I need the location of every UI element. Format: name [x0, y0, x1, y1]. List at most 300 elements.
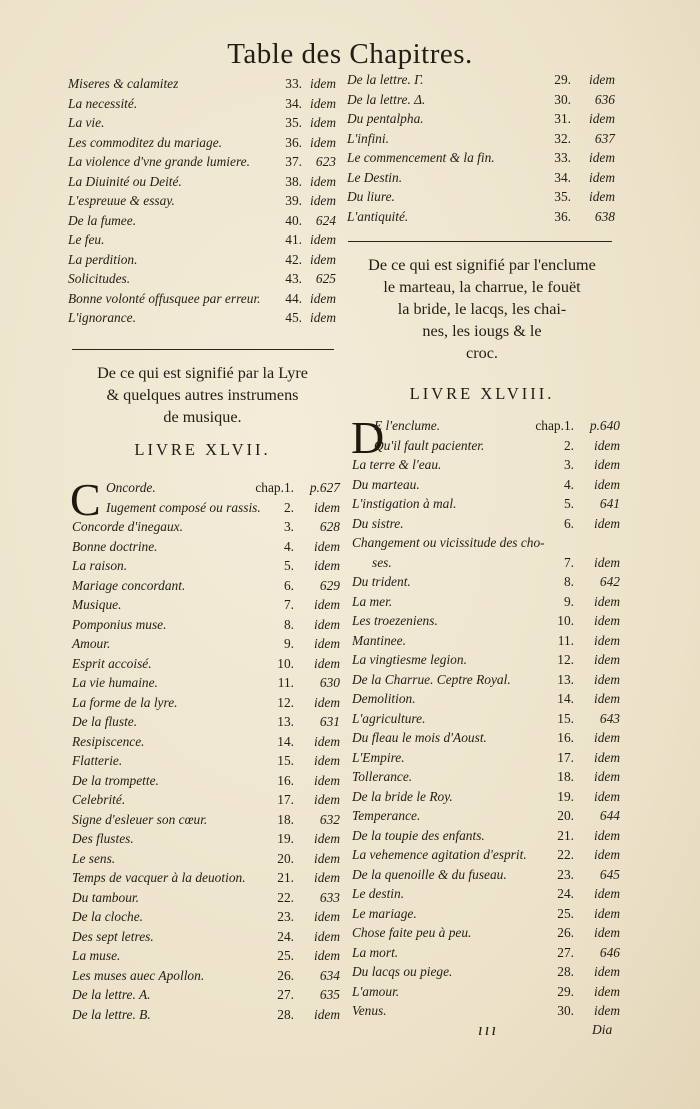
entry-title: De la lettre. Γ. — [347, 72, 424, 87]
chapter-number: 19. — [557, 788, 574, 804]
chapter-number: 35. — [554, 189, 571, 204]
entry-title: Le mariage. — [352, 905, 417, 921]
toc-entry — [352, 767, 620, 787]
toc-entry — [72, 615, 340, 635]
page-reference: 625 — [315, 271, 336, 286]
chapter-number: 8. — [283, 616, 294, 632]
right-livre-label: LIVRE XLVIII. — [409, 384, 555, 403]
right-heading-line: la bride, le lacqs, les chai- — [397, 300, 567, 318]
page-reference: idem — [593, 730, 620, 745]
chapter-number: 20. — [277, 850, 294, 866]
entry-title: Demolition. — [352, 691, 416, 706]
chapter-number: 21. — [557, 827, 574, 843]
page-reference: 633 — [319, 889, 340, 905]
entry-title: L'espreuue & essay. — [68, 193, 175, 208]
entry-title: Chose faite peu à peu. — [352, 925, 472, 940]
chapter-number: 31. — [554, 111, 571, 126]
toc-entry — [352, 709, 620, 729]
toc-entry — [352, 514, 620, 534]
entry-title: L'antiquité. — [347, 208, 409, 224]
page-reference: idem — [593, 847, 620, 862]
toc-entry — [68, 172, 336, 192]
toc-entry — [68, 250, 336, 270]
entry-title: Celebrité. — [72, 792, 126, 807]
page-reference: 628 — [319, 519, 340, 534]
entry-title: La muse. — [72, 948, 121, 963]
toc-entry — [68, 133, 336, 153]
page-reference: idem — [309, 76, 336, 91]
page-reference: idem — [588, 189, 615, 204]
page-reference: idem — [309, 251, 336, 267]
toc-entry — [72, 732, 340, 752]
page-reference: idem — [313, 616, 340, 632]
page-reference: idem — [313, 597, 340, 612]
entry-title: La vehemence agitation d'esprit. — [352, 847, 527, 862]
chapter-number: 19. — [277, 831, 294, 846]
chapter-number: 33. — [285, 76, 302, 91]
page-reference: idem — [588, 72, 615, 87]
toc-entry — [72, 693, 340, 713]
toc-entry — [352, 865, 620, 885]
chapter-number: 32. — [554, 130, 571, 146]
left-heading-line: de musique. — [163, 408, 242, 426]
chapter-number: 26. — [557, 925, 574, 940]
toc-entry — [72, 654, 340, 674]
page-reference: idem — [313, 909, 340, 924]
toc-entry — [352, 1001, 620, 1021]
page-reference: idem — [593, 671, 620, 687]
chapter-number: 33. — [554, 150, 571, 165]
page-reference: idem — [313, 655, 340, 671]
toc-entry — [72, 478, 340, 498]
chapter-number: 17. — [277, 792, 294, 807]
chapter-number: 12. — [277, 694, 294, 710]
page-reference: idem — [593, 593, 620, 609]
entry-title: ses. — [372, 554, 392, 570]
chapter-number: 5. — [563, 496, 574, 511]
toc-entry — [347, 168, 615, 188]
entry-title: Pomponius muse. — [72, 616, 167, 632]
chapter-number: 4. — [563, 476, 574, 492]
chapter-number: 41. — [285, 232, 302, 247]
page-reference: 636 — [594, 91, 615, 107]
chapter-number: 38. — [285, 173, 302, 189]
entry-title: La mer. — [352, 593, 393, 609]
entry-title: La raison. — [72, 558, 128, 573]
page-reference: idem — [313, 948, 340, 963]
entry-title: La vingtiesme legion. — [352, 652, 467, 667]
toc-entry — [72, 946, 340, 966]
page-reference: idem — [313, 831, 340, 846]
page-reference: idem — [593, 691, 620, 706]
page-reference: 644 — [599, 808, 620, 823]
toc-entry — [72, 751, 340, 771]
page-reference: idem — [309, 290, 336, 306]
left-top-list — [68, 74, 336, 328]
chapter-number: 14. — [557, 691, 574, 706]
chapter-number: 14. — [277, 733, 294, 749]
toc-entry — [352, 806, 620, 826]
chapter-number: 37. — [285, 154, 302, 169]
right-top-entries — [347, 70, 615, 226]
entry-title: Du fleau le mois d'Aoust. — [352, 730, 487, 745]
toc-entry — [352, 845, 620, 865]
toc-entry — [68, 191, 336, 211]
chapter-number: 10. — [557, 613, 574, 628]
chapter-number: 18. — [277, 811, 294, 827]
page-reference: 632 — [319, 811, 340, 827]
chapter-number: chap.1. — [535, 418, 574, 433]
toc-entry — [72, 556, 340, 576]
toc-entry — [72, 634, 340, 654]
chapter-number: 34. — [554, 169, 571, 185]
toc-entry — [68, 113, 336, 133]
page-reference: idem — [593, 613, 620, 628]
entry-title: De la lettre. A. — [72, 987, 151, 1002]
toc-entry — [347, 90, 615, 110]
entry-title: Du trident. — [352, 574, 411, 589]
entry-title: Les troezeniens. — [352, 613, 438, 628]
right-heading-line: De ce qui est signifié par l'enclume — [368, 256, 596, 274]
page-reference: 641 — [599, 496, 620, 511]
signature-mark: ııı — [478, 1020, 499, 1039]
entry-title: Les muses auec Apollon. — [72, 967, 205, 983]
entry-title: La terre & l'eau. — [352, 457, 442, 472]
toc-entry — [72, 829, 340, 849]
chapter-number: 30. — [557, 1003, 574, 1018]
chapter-number: 24. — [277, 928, 294, 944]
page-reference: idem — [593, 964, 620, 979]
right-main-list — [351, 412, 620, 1021]
chapter-number: 13. — [557, 671, 574, 687]
page-reference: idem — [313, 558, 340, 573]
toc-entry — [352, 982, 620, 1002]
toc-entry — [347, 70, 615, 90]
entry-title: Miseres & calamitez — [68, 76, 179, 91]
toc-entry — [68, 74, 336, 94]
chapter-number: 2. — [283, 499, 294, 515]
toc-entry — [347, 109, 615, 129]
page-reference: 646 — [599, 944, 620, 960]
page-title: Table des Chapitres. — [227, 38, 473, 70]
entry-title: Du lacqs ou piege. — [352, 964, 453, 979]
page-reference: 637 — [594, 130, 615, 146]
page-reference: idem — [593, 905, 620, 921]
page-reference: idem — [313, 636, 340, 651]
chapter-number: 36. — [554, 208, 571, 224]
page-reference: idem — [313, 499, 340, 515]
chapter-number: 6. — [563, 515, 574, 531]
toc-entry — [72, 517, 340, 537]
entry-title: Temperance. — [352, 808, 421, 823]
entry-title: Esprit accoisé. — [72, 655, 152, 671]
entry-title: L'instigation à mal. — [352, 496, 457, 511]
toc-entry — [352, 553, 620, 573]
toc-entry — [72, 810, 340, 830]
toc-entry — [352, 416, 620, 436]
page-reference: idem — [588, 150, 615, 165]
chapter-number: 23. — [277, 909, 294, 924]
page-reference: idem — [588, 169, 615, 185]
chapter-number: 29. — [554, 72, 571, 87]
toc-entry — [352, 631, 620, 651]
entry-title: De la bride le Roy. — [352, 788, 453, 804]
toc-entry — [352, 748, 620, 768]
left-top-entries — [68, 74, 336, 328]
page-reference: idem — [593, 652, 620, 667]
chapter-number: 15. — [277, 753, 294, 768]
entry-title: Du liure. — [347, 189, 395, 204]
chapter-number: 11. — [557, 632, 574, 648]
toc-entry — [72, 673, 340, 693]
entry-title: La violence d'vne grande lumiere. — [68, 154, 250, 169]
page-reference: idem — [313, 792, 340, 807]
right-heading-line: le marteau, la charrue, le fouët — [383, 278, 581, 296]
toc-entry — [72, 966, 340, 986]
entry-title: L'agriculture. — [352, 710, 426, 726]
toc-entry — [352, 923, 620, 943]
toc-entry — [352, 455, 620, 475]
chapter-number: 6. — [283, 577, 294, 593]
page-reference: 638 — [594, 208, 615, 224]
chapter-number: 28. — [557, 964, 574, 979]
chapter-number: 5. — [283, 558, 294, 573]
page-reference: idem — [309, 193, 336, 208]
entry-title: De la Charrue. Ceptre Royal. — [352, 671, 511, 687]
entry-title: Iugement composé ou rassis. — [106, 499, 261, 515]
toc-entry — [72, 907, 340, 927]
toc-entry — [72, 498, 340, 518]
entry-title: Du pentalpha. — [347, 111, 424, 126]
chapter-number: 25. — [557, 905, 574, 921]
toc-entry — [72, 849, 340, 869]
entry-title: Le Destin. — [347, 169, 403, 185]
chapter-number: 16. — [277, 772, 294, 788]
chapter-number: 12. — [557, 652, 574, 667]
toc-entry — [347, 207, 615, 227]
entry-title: Amour. — [72, 636, 111, 651]
entry-title: De la quenoille & du fuseau. — [352, 866, 507, 882]
chapter-number: 22. — [277, 889, 294, 905]
entry-title: Mariage concordant. — [72, 577, 186, 593]
page-reference: idem — [593, 632, 620, 648]
toc-entry — [68, 269, 336, 289]
toc-entry — [68, 230, 336, 250]
entry-title: La vie. — [68, 115, 105, 130]
page-reference: 623 — [315, 154, 336, 169]
toc-entry — [352, 650, 620, 670]
toc-entry — [72, 868, 340, 888]
page-reference: idem — [309, 310, 336, 325]
chapter-number: 3. — [563, 457, 574, 472]
entry-title: La mort. — [352, 944, 399, 960]
chapter-number: 21. — [277, 870, 294, 885]
entry-title: L'amour. — [352, 983, 400, 999]
chapter-number: 18. — [557, 769, 574, 784]
entry-title: Le commencement & la fin. — [347, 150, 495, 165]
chapter-number: 4. — [283, 538, 294, 554]
chapter-number: 25. — [277, 948, 294, 963]
chapter-number: 2. — [563, 437, 574, 453]
entry-title: E l'enclume. — [374, 418, 441, 433]
page-reference: 630 — [319, 675, 340, 690]
toc-entry — [347, 148, 615, 168]
entry-title: De la toupie des enfants. — [352, 827, 485, 843]
page-reference: idem — [309, 95, 336, 111]
page-reference: idem — [309, 134, 336, 150]
page-reference: idem — [593, 886, 620, 901]
page-reference: idem — [313, 733, 340, 749]
toc-entry — [72, 771, 340, 791]
page-reference: idem — [593, 554, 620, 570]
chapter-number: 20. — [557, 808, 574, 823]
chapter-number: 35. — [285, 115, 302, 130]
chapter-number: 9. — [283, 636, 294, 651]
entry-title: Temps de vacquer à la deuotion. — [72, 870, 246, 885]
chapter-number: 3. — [283, 519, 294, 534]
entry-title: Du sistre. — [352, 515, 404, 531]
page-reference: 629 — [319, 577, 340, 593]
catchword: Dia — [592, 1022, 613, 1037]
page-reference: idem — [313, 694, 340, 710]
page-reference: idem — [309, 232, 336, 247]
page-reference: idem — [593, 1003, 620, 1018]
toc-entry — [352, 689, 620, 709]
page-reference: 642 — [599, 574, 620, 589]
page-reference: idem — [313, 772, 340, 788]
entry-title: Musique. — [72, 597, 122, 612]
right-dropcap: D — [351, 412, 385, 463]
entry-title: Des flustes. — [72, 831, 134, 846]
page-reference: idem — [309, 115, 336, 130]
entry-title: De la fluste. — [72, 714, 138, 729]
entry-title: Des sept letres. — [72, 928, 154, 944]
toc-entry — [352, 728, 620, 748]
page-reference: idem — [593, 749, 620, 765]
entry-title: Oncorde. — [106, 480, 156, 495]
page-reference: idem — [313, 1006, 340, 1022]
toc-entry — [72, 888, 340, 908]
right-heading-line: croc. — [466, 344, 498, 362]
toc-entry — [72, 927, 340, 947]
left-section-heading — [60, 362, 345, 428]
entry-title: De la cloche. — [72, 909, 144, 924]
toc-entry — [352, 962, 620, 982]
chapter-number: 23. — [557, 866, 574, 882]
entry-title: Les commoditez du mariage. — [68, 134, 222, 150]
entry-title: De la lettre. B. — [72, 1006, 151, 1022]
toc-entry — [72, 712, 340, 732]
left-livre-label: LIVRE XLVII. — [134, 440, 271, 459]
toc-entry — [352, 592, 620, 612]
chapter-number: chap.1. — [255, 480, 294, 495]
right-main-entries — [351, 412, 620, 1021]
page-reference: 624 — [315, 212, 336, 228]
left-divider — [72, 349, 334, 350]
chapter-number: 30. — [554, 91, 571, 107]
chapter-number: 45. — [285, 310, 302, 325]
chapter-number: 17. — [557, 749, 574, 765]
chapter-number: 9. — [563, 593, 574, 609]
entry-title: Resipiscence. — [72, 733, 145, 749]
entry-title: La forme de la lyre. — [72, 694, 178, 710]
page-reference: idem — [313, 753, 340, 768]
entry-title: L'ignorance. — [68, 310, 136, 325]
right-section-heading — [342, 254, 622, 364]
page-reference: idem — [309, 173, 336, 189]
toc-entry — [72, 985, 340, 1005]
chapter-number: 42. — [285, 251, 302, 267]
left-heading-line: & quelques autres instrumens — [106, 386, 299, 404]
toc-entry — [347, 129, 615, 149]
toc-entry — [352, 884, 620, 904]
chapter-number: 43. — [285, 271, 302, 286]
toc-entry — [72, 595, 340, 615]
entry-title: Tollerance. — [352, 769, 413, 784]
left-main-entries — [70, 474, 340, 1024]
page-reference: idem — [593, 788, 620, 804]
left-dropcap: C — [70, 474, 101, 525]
chapter-number: 39. — [285, 193, 302, 208]
toc-entry — [352, 572, 620, 592]
page-reference: 643 — [599, 710, 620, 726]
toc-entry — [352, 533, 620, 553]
entry-title: Bonne doctrine. — [72, 538, 158, 554]
entry-title: Qu'il fault pacienter. — [374, 437, 485, 453]
chapter-number: 15. — [557, 710, 574, 726]
entry-title: Venus. — [352, 1003, 387, 1018]
toc-entry — [68, 94, 336, 114]
page-reference: idem — [593, 925, 620, 940]
entry-title: Le destin. — [352, 886, 405, 901]
right-top-list — [347, 70, 615, 226]
page-reference: idem — [593, 437, 620, 453]
page-reference: idem — [593, 476, 620, 492]
chapter-number: 29. — [557, 983, 574, 999]
chapter-number: 24. — [557, 886, 574, 901]
toc-entry — [352, 943, 620, 963]
toc-entry — [68, 308, 336, 328]
chapter-number: 44. — [285, 290, 302, 306]
toc-entry — [352, 670, 620, 690]
toc-entry — [352, 611, 620, 631]
toc-entry — [347, 187, 615, 207]
page-reference: idem — [593, 457, 620, 472]
right-heading-line: nes, les iougs & le — [422, 322, 542, 340]
entry-title: Mantinee. — [352, 632, 406, 648]
page-reference: p.627 — [309, 480, 340, 495]
toc-entry — [352, 826, 620, 846]
page-reference: idem — [593, 769, 620, 784]
page-reference: idem — [593, 983, 620, 999]
entry-title: La necessité. — [68, 95, 138, 111]
toc-entry — [72, 537, 340, 557]
page-reference: 634 — [319, 967, 340, 983]
chapter-number: 11. — [277, 675, 294, 690]
chapter-number: 13. — [277, 714, 294, 729]
chapter-number: 22. — [557, 847, 574, 862]
toc-entry — [72, 576, 340, 596]
entry-title: Changement ou vicissitude des cho- — [352, 535, 545, 550]
entry-title: Solicitudes. — [68, 271, 131, 286]
toc-entry — [68, 152, 336, 172]
chapter-number: 27. — [557, 944, 574, 960]
chapter-number: 7. — [563, 554, 574, 570]
entry-title: De la lettre. Δ. — [347, 91, 426, 107]
entry-title: La perdition. — [68, 251, 138, 267]
entry-title: L'infini. — [347, 130, 389, 146]
entry-title: L'Empire. — [352, 749, 405, 765]
